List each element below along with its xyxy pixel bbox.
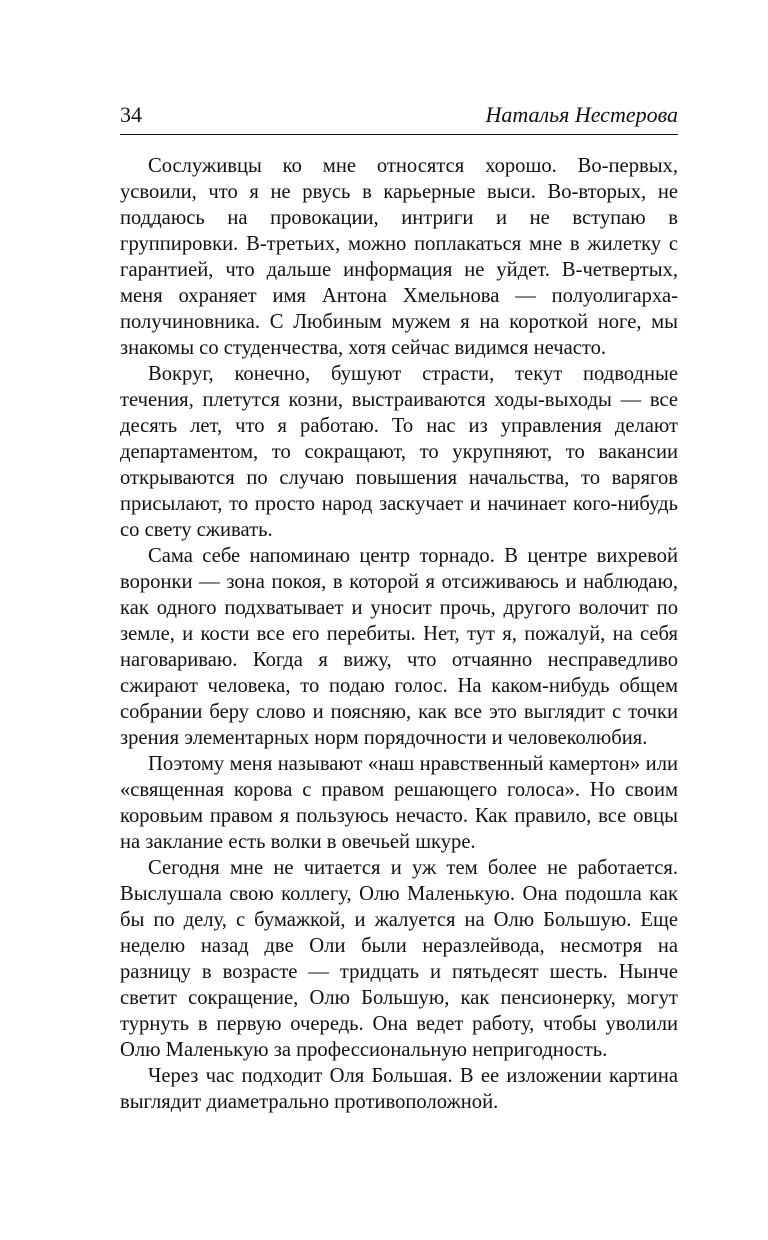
paragraph-3: Сама себе напоминаю центр торнадо. В центре вихревой воронки — зона покоя, в которой я отсиживаюсь и наблюдаю, как одного подхватывает и уносит прочь, другого волочит по земле, и кости все его перебиты. Нет, тут я, пожалуй, на себя наговариваю. Когда я вижу, что отчаянно несправедливо сжирают человека, то подаю голос. На каком-нибудь общем собрании беру слово и поясняю, как все это выглядит с точки зрения элементарных норм порядочности и человеколюбия.	[120, 545, 678, 749]
running-header	[120, 100, 678, 135]
body-text	[120, 153, 678, 1115]
paragraph-2: Вокруг, конечно, бушуют страсти, текут подводные течения, плетутся козни, выстраиваются ходы-выходы — все десять лет, что я работаю. То нас из управления делают департаментом, то сокращают, то укрупняют, то вакансии открываются по случаю повышения начальства, то варягов присылают, то просто народ заскучает и начинает кого-нибудь со свету сживать.	[120, 363, 678, 541]
book-page	[120, 100, 678, 1115]
paragraph-6: Через час подходит Оля Большая. В ее изложении картина выглядит диаметрально противоположной.	[120, 1065, 678, 1113]
page-number: 34	[120, 102, 142, 127]
paragraph-5: Сегодня мне не читается и уж тем более не работается. Выслушала свою коллегу, Олю Маленькую. Она подошла как бы по делу, с бумажкой, и жалуется на Олю Большую. Еще неделю назад две Оли были неразлейвода, несмотря на разницу в возрасте — тридцать и пятьдесят шесть. Нынче светит сокращение, Олю Большую, как пенсионерку, могут турнуть в первую очередь. Она ведет работу, чтобы уволили Олю Маленькую за профессиональную непригодность.	[120, 857, 678, 1061]
paragraph-4: Поэтому меня называют «наш нравственный камертон» или «священная корова с правом решающего голоса». Но своим коровьим правом я пользуюсь нечасто. Как правило, все овцы на заклание есть волки в овечьей шкуре.	[120, 753, 678, 853]
paragraph-1: Сослуживцы ко мне относятся хорошо. Во-первых, усвоили, что я не рвусь в карьерные выси. Во-вторых, не поддаюсь на провокации, интриги и не вступаю в группировки. В-третьих, можно поплакаться мне в жилетку с гарантией, что дальше информация не уйдет. В-четвертых, меня охраняет имя Антона Хмельнова — полуолигарха-получиновника. С Любиным мужем я на короткой ноге, мы знакомы со студенчества, хотя сейчас видимся нечасто.	[120, 155, 678, 359]
author-name: Наталья Нестерова	[485, 102, 678, 127]
